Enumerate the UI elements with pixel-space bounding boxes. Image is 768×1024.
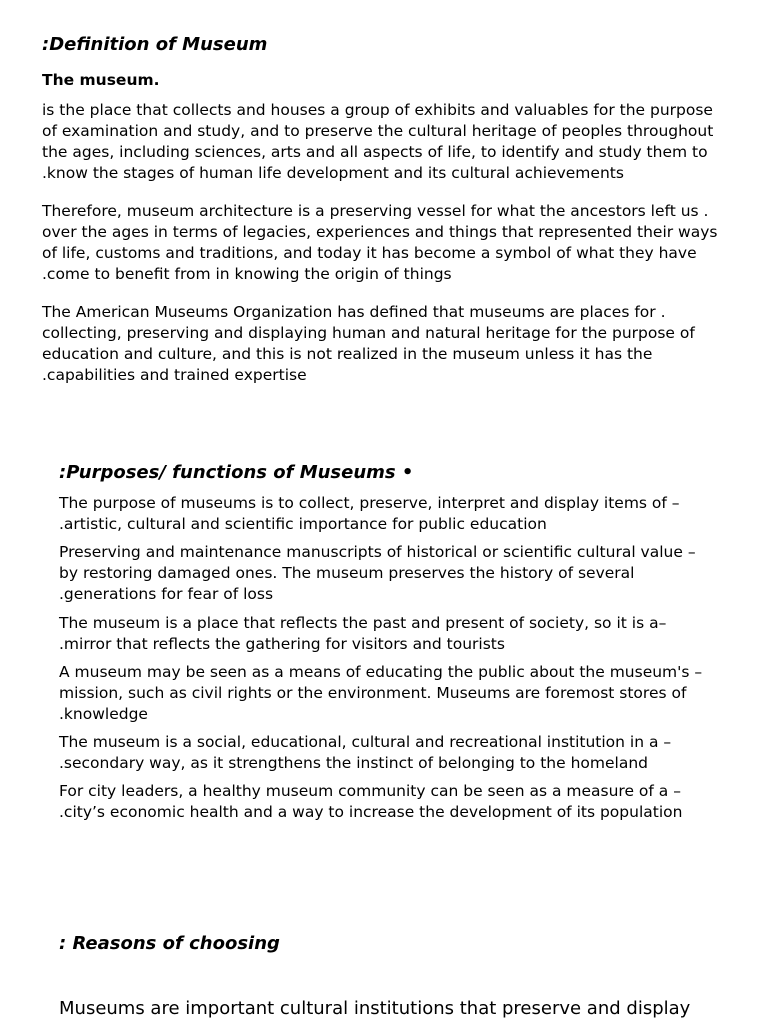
text-line: of life, customs and traditions, and today it has become a symbol of what they have [42,244,697,262]
text-line: over the ages in terms of legacies, experiences and things that represented their ways [42,223,718,241]
text-line: The purpose of museums is to collect, preserve, interpret and display items of – [59,494,680,512]
text-line: the ages, including sciences, arts and all aspects of life, to identify and study them to [42,143,708,161]
reasons-heading: : Reasons of choosing [59,933,280,954]
text-line: .city’s economic health and a way to increase the development of its population [59,803,683,821]
text-line: is the place that collects and houses a group of exhibits and valuables for the purpose [42,101,713,119]
purposes-item-5 [59,732,671,774]
text-line: education and culture, and this is not realized in the museum unless it has the [42,345,653,363]
definition-heading: :Definition of Museum [42,34,268,55]
text-line: The museum is a place that reflects the past and present of society, so it is a– [59,614,667,632]
text-line: A museum may be seen as a means of educating the public about the museum's – [59,663,703,681]
definition-paragraph-2 [42,201,717,285]
text-line: .knowledge [59,705,148,723]
definition-paragraph-3 [42,302,695,386]
text-line: by restoring damaged ones. The museum preserves the history of several [59,564,635,582]
purposes-item-2 [59,542,696,605]
text-line: .know the stages of human life development and its cultural achievements [42,164,624,182]
text-line: Preserving and maintenance manuscripts of historical or scientific cultural value – [59,543,696,561]
purposes-item-1 [59,493,680,535]
text-line: For city leaders, a healthy museum community can be seen as a measure of a – [59,782,681,800]
text-line: .come to benefit from in knowing the origin of things [42,265,452,283]
text-line: .generations for fear of loss [59,585,274,603]
text-line: The American Museums Organization has defined that museums are places for . [42,303,666,321]
text-line: .artistic, cultural and scientific importance for public education [59,515,547,533]
purposes-item-3 [59,613,666,655]
purposes-item-4 [59,662,702,725]
text-line: mission, such as civil rights or the environment. Museums are foremost stores of [59,684,687,702]
text-line: .capabilities and trained expertise [42,366,307,384]
text-line: of examination and study, and to preserve the cultural heritage of peoples throughout [42,122,714,140]
text-line: Therefore, museum architecture is a preserving vessel for what the ancestors left us . [42,202,709,220]
reasons-intro: Museums are important cultural institutions that preserve and display [59,998,691,1019]
text-line: .mirror that reflects the gathering for visitors and tourists [59,635,505,653]
purposes-heading: :Purposes/ functions of Museums • [59,462,414,483]
text-line: collecting, preserving and displaying human and natural heritage for the purpose of [42,324,695,342]
text-line: The museum is a social, educational, cultural and recreational institution in a – [59,733,672,751]
definition-subheading: The museum. [42,71,160,89]
definition-paragraph-1 [42,100,713,184]
text-line: .secondary way, as it strengthens the instinct of belonging to the homeland [59,754,648,772]
purposes-item-6 [59,781,682,823]
